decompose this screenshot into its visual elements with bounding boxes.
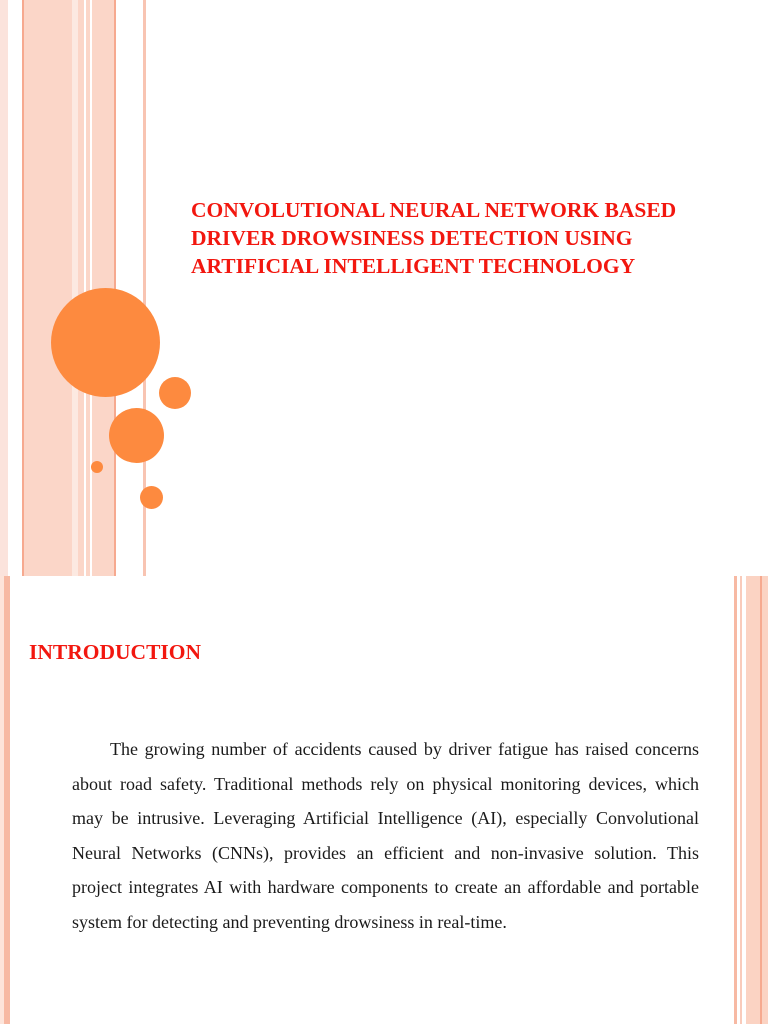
decorative-circle-tiny xyxy=(91,461,103,473)
decorative-stripe xyxy=(734,576,737,1024)
decorative-stripe xyxy=(0,0,8,576)
decorative-stripe xyxy=(72,0,78,576)
decorative-stripe xyxy=(760,576,762,1024)
decorative-circle-small xyxy=(159,377,191,409)
decorative-stripe xyxy=(90,0,92,576)
decorative-circle-medium xyxy=(109,408,164,463)
decorative-circle-small xyxy=(140,486,163,509)
slide-title: CONVOLUTIONAL NEURAL NETWORK BASED DRIVER DROWSINESS DETECTION USING ARTIFICIAL INTELLIGENT TECHNOLOGY xyxy=(191,198,677,278)
introduction-paragraph: The growing number of accidents caused by driver fatigue has raised concerns about road safety. Traditional methods rely on physical monitoring devices, which may be intrusive. Leveraging Artificial Intelligence (AI), especially Convolutional Neural Networks (CNNs), provides an efficient and non-invasive solution. This project integrates AI with hardware components to create an affordable and portable system for detecting and preventing drowsiness in real-time. xyxy=(72,739,699,932)
section-heading: INTRODUCTION xyxy=(29,640,202,664)
decorative-stripe xyxy=(84,0,86,576)
decorative-circle-large xyxy=(51,288,160,397)
decorative-stripe xyxy=(22,0,24,576)
introduction-slide xyxy=(0,576,768,1024)
decorative-stripe xyxy=(4,576,10,1024)
decorative-stripe xyxy=(740,576,742,1024)
decorative-band xyxy=(746,576,768,1024)
